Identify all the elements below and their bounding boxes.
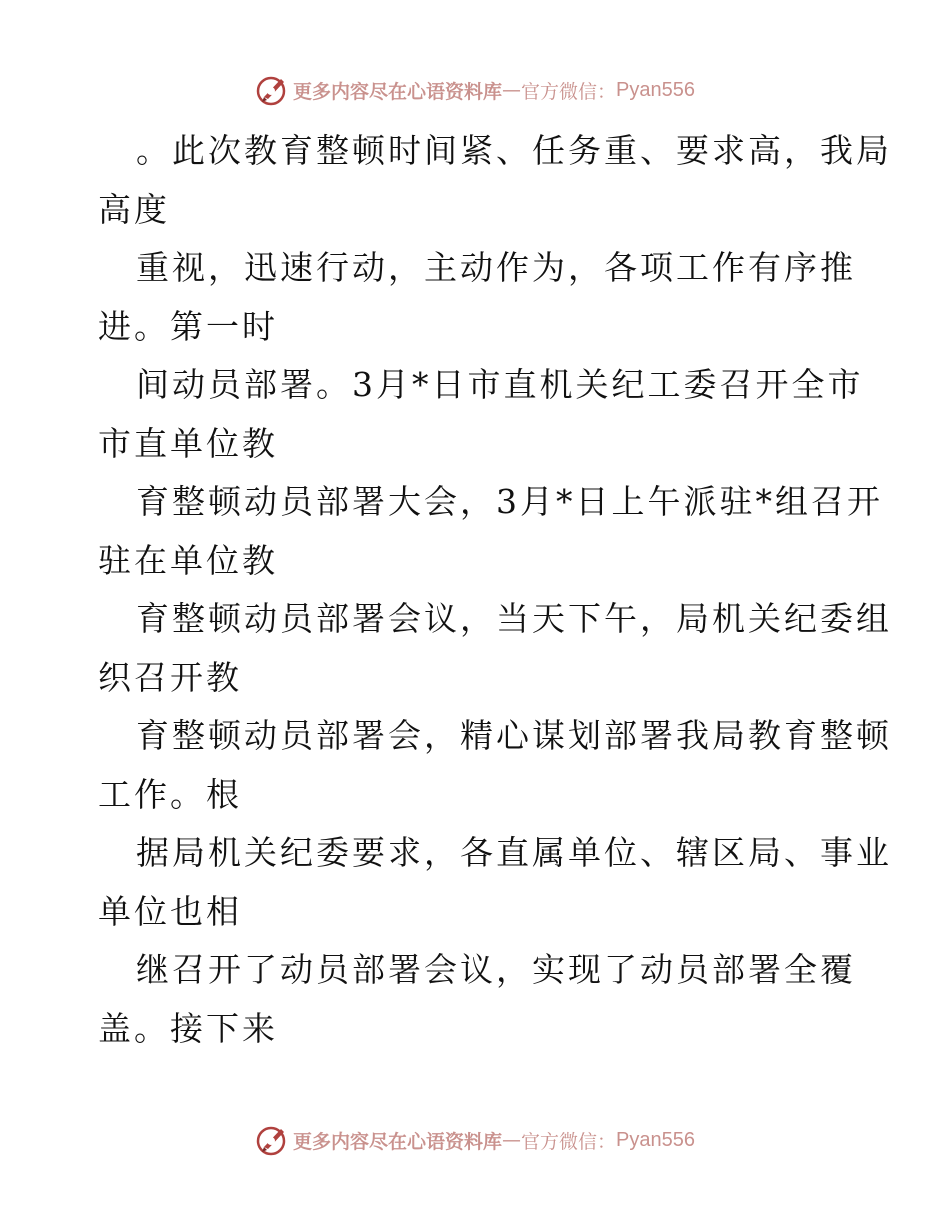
body-line: 育整顿动员部署大会，3月*日上午派驻*组召开 xyxy=(136,482,883,521)
body-line: 工作。根 xyxy=(98,774,242,814)
body-line: 进。第一时 xyxy=(98,306,278,346)
header-banner xyxy=(0,70,950,110)
body-line: 高度 xyxy=(98,189,170,229)
body-line: 育整顿动员部署会，精心谋划部署我局教育整顿 xyxy=(136,716,892,755)
banner-wechat-label: 官方微信： xyxy=(521,80,617,103)
banner-dash: — xyxy=(502,1129,522,1151)
banner-brand-text: 更多内容尽在心语资料库 xyxy=(293,1130,503,1153)
body-line: 重视，迅速行动，主动作为，各项工作有序推 xyxy=(136,248,856,287)
document-body xyxy=(98,122,892,1058)
body-line: 继召开了动员部署会议，实现了动员部署全覆 xyxy=(136,950,856,989)
body-line: 间动员部署。3月*日市直机关纪工委召开全市 xyxy=(136,365,864,404)
banner-brand-text: 更多内容尽在心语资料库 xyxy=(293,80,503,103)
body-line: 织召开教 xyxy=(98,657,242,697)
body-line: 育整顿动员部署会议，当天下午，局机关纪委组 xyxy=(136,599,892,638)
banner-wechat-label: 官方微信： xyxy=(521,1130,617,1153)
quill-logo-icon xyxy=(255,73,289,107)
footer-banner xyxy=(0,1120,950,1160)
banner-wechat-id: Pyan556 xyxy=(616,1128,695,1151)
banner-dash: — xyxy=(502,79,522,101)
body-line: 驻在单位教 xyxy=(98,540,278,580)
body-line: 据局机关纪委要求，各直属单位、辖区局、事业 xyxy=(136,833,892,872)
quill-logo-icon xyxy=(255,1123,289,1157)
body-line: 盖。接下来 xyxy=(98,1008,278,1048)
body-line: 单位也相 xyxy=(98,891,242,931)
body-line: 。此次教育整顿时间紧、任务重、要求高，我局 xyxy=(136,131,892,170)
body-line: 市直单位教 xyxy=(98,423,278,463)
banner-wechat-id: Pyan556 xyxy=(616,78,695,101)
